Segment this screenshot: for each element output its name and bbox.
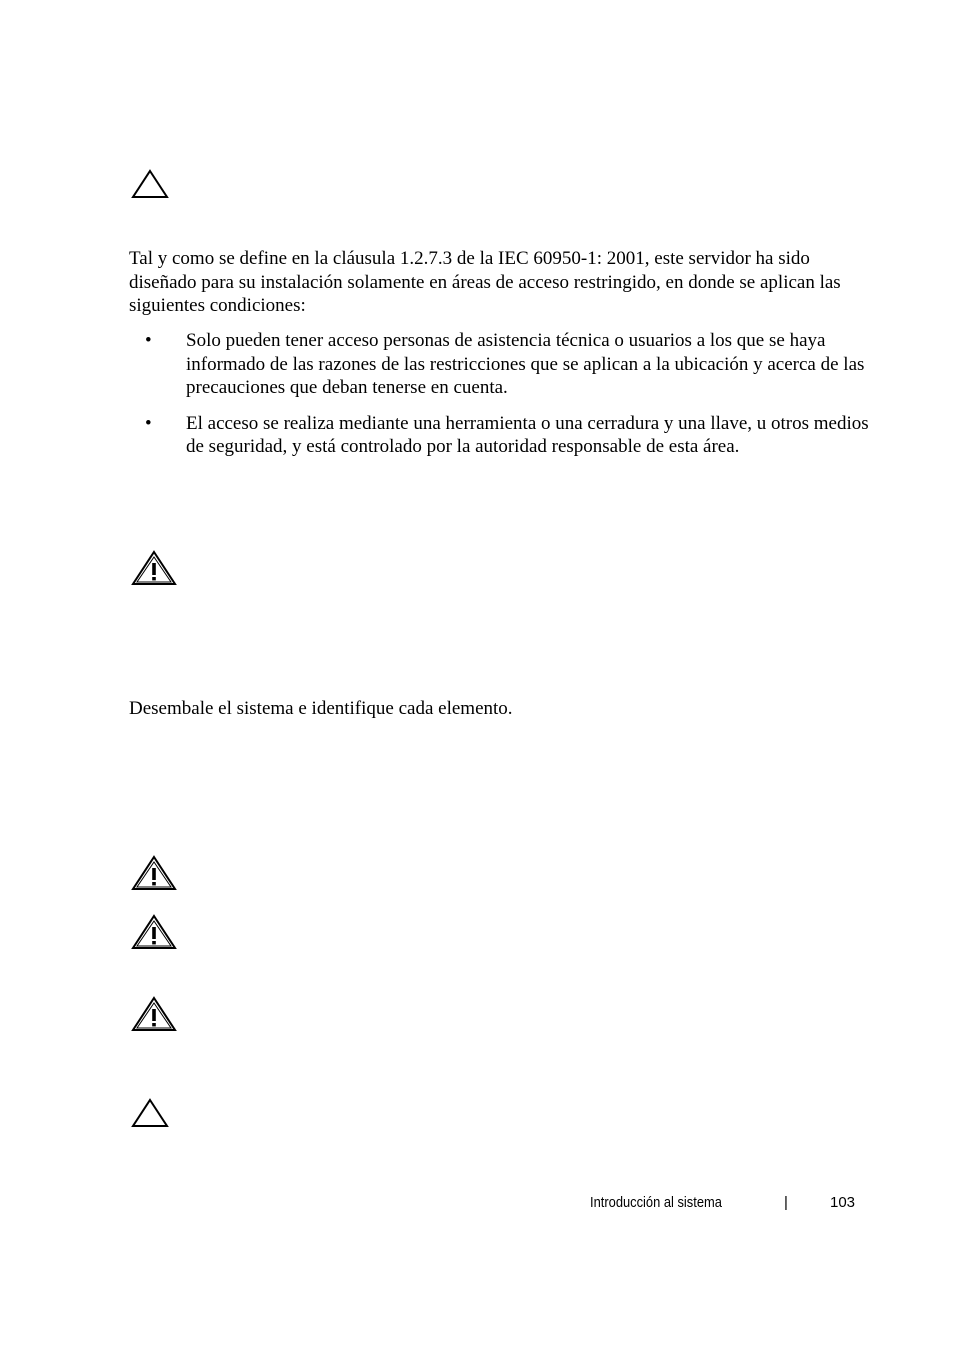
list-item — [129, 329, 869, 400]
list-item — [129, 412, 869, 459]
caution-triangle-icon — [131, 1098, 169, 1128]
restricted-access-conditions — [129, 329, 869, 459]
unpack-instruction: Desembale el sistema e identifique cada elemento. — [129, 698, 513, 719]
footer-separator: | — [784, 1194, 788, 1211]
warning-triangle-exclamation-icon — [131, 914, 177, 950]
restricted-access-intro: Tal y como se define en la cláusula 1.2.7.3 de la IEC 60950-1: 2001, este servidor ha sido diseñado para su instalación solamente en áreas de acceso restringido, en donde se aplican las siguientes condiciones: — [129, 248, 841, 316]
page-number: 103 — [830, 1194, 856, 1211]
caution-triangle-icon — [131, 169, 169, 199]
list-item-text: Solo pueden tener acceso personas de asistencia técnica o usuarios a los que se haya informado de las razones de las restricciones que se aplican a la ubicación y acerca de las precauciones que deban tenerse en cuenta. — [186, 330, 865, 398]
footer-section-title: Introducción al sistema — [590, 1194, 722, 1211]
warning-triangle-exclamation-icon — [131, 855, 177, 891]
warning-triangle-exclamation-icon — [131, 996, 177, 1032]
bullet-marker: • — [145, 330, 152, 351]
warning-triangle-exclamation-icon — [131, 550, 177, 586]
bullet-marker: • — [145, 412, 152, 434]
list-item-text: El acceso se realiza mediante una herramienta o una cerradura y una llave, u otros medios de seguridad, y está controlado por la autoridad responsable de esta área. — [186, 412, 869, 457]
